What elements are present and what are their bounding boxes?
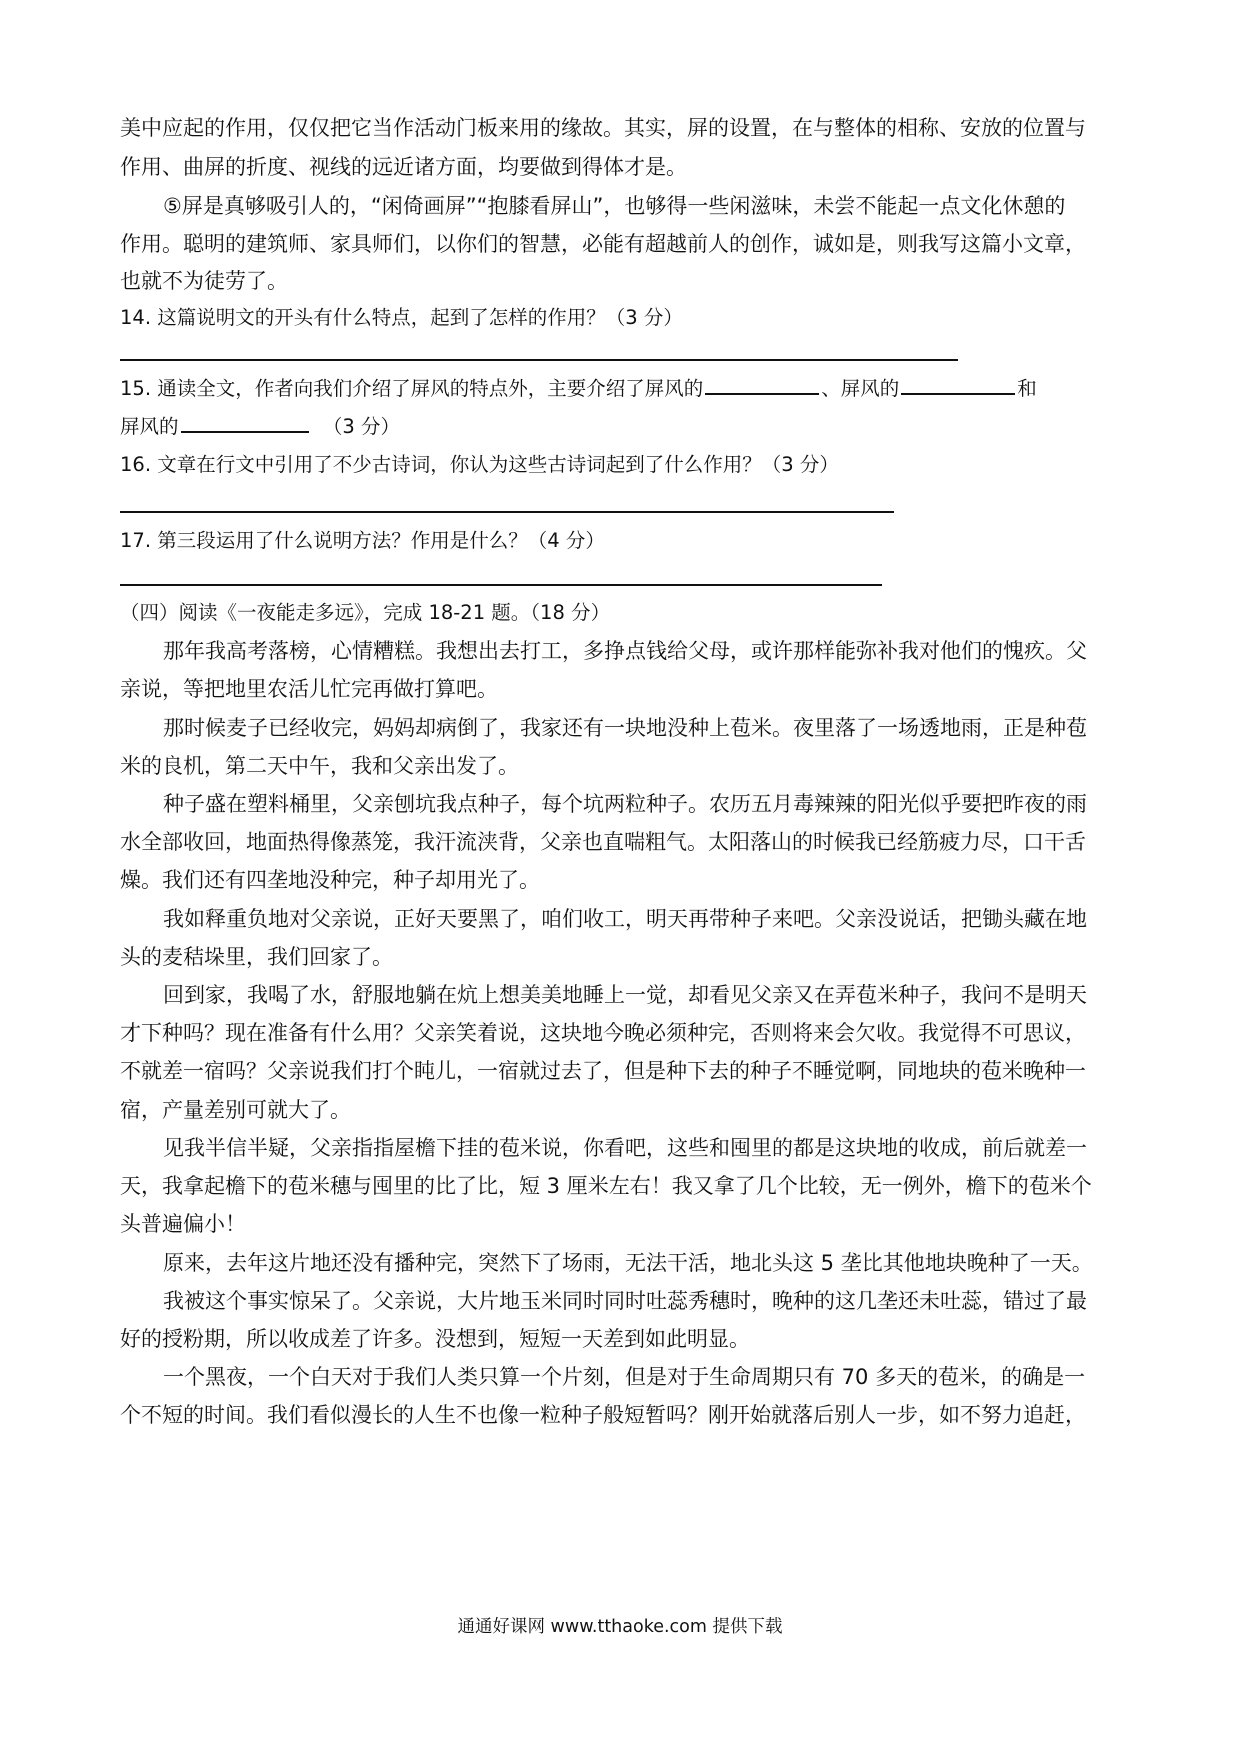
question-15-text: 15. 通读全文，作者向我们介绍了屏风的特点外，主要介绍了屏风的 [120, 377, 704, 400]
reading-line: 天，我拿起檐下的苞米穗与囤里的比了比，短 3 厘米左右！我又拿了几个比较，无一例外，檐下的苞米个 [120, 1174, 1092, 1198]
question-15-text: 屏风的 [120, 415, 179, 438]
passage-line: 作用。聪明的建筑师、家具师们，以你们的智慧，必能有超越前人的创作，诚如是，则我写这篇小文章， [120, 232, 1086, 256]
answer-line-16[interactable] [120, 511, 894, 513]
reading-line: 我被这个事实惊呆了。父亲说，大片地玉米同时同时吐蕊秀穗时，晚种的这几垄还未吐蕊，错过了最 [163, 1289, 1087, 1313]
question-15-text: 、屏风的 [821, 377, 900, 400]
reading-line: 回到家，我喝了水，舒服地躺在炕上想美美地睡上一觉，却看见父亲又在弄苞米种子，我问不是明天 [163, 983, 1087, 1007]
question-15-line-2 [120, 412, 400, 442]
question-14: 14. 这篇说明文的开头有什么特点，起到了怎样的作用？（3 分） [120, 306, 683, 329]
reading-line: 那年我高考落榜，心情糟糕。我想出去打工，多挣点钱给父母，或许那样能弥补我对他们的愧疚。父 [163, 639, 1087, 663]
answer-line-17[interactable] [120, 584, 882, 586]
passage-line: 美中应起的作用，仅仅把它当作活动门板来用的缘故。其实，屏的设置，在与整体的相称、安放的位置与 [120, 116, 1086, 140]
reading-line: 亲说，等把地里农活儿忙完再做打算吧。 [120, 677, 498, 701]
question-17: 17. 第三段运用了什么说明方法？作用是什么？（4 分） [120, 529, 605, 552]
reading-line: 才下种吗？现在准备有什么用？父亲笑着说，这块地今晚必须种完，否则将来会欠收。我觉得不可思议， [120, 1021, 1086, 1045]
reading-line: 原来，去年这片地还没有播种完，突然下了场雨，无法干活，地北头这 5 垄比其他地块晚种了一天。 [163, 1251, 1093, 1275]
question-16: 16. 文章在行文中引用了不少古诗词，你认为这些古诗词起到了什么作用？（3 分） [120, 453, 839, 476]
section-4-heading: （四）阅读《一夜能走多远》，完成 18-21 题。（18 分） [120, 601, 611, 624]
page-footer: 通通好课网 www.tthaoke.com 提供下载 [457, 1617, 783, 1637]
reading-line: 米的良机，第二天中午，我和父亲出发了。 [120, 754, 519, 778]
reading-line: 一个黑夜，一个白天对于我们人类只算一个片刻，但是对于生命周期只有 70 多天的苞米，的确是一 [163, 1365, 1086, 1389]
reading-line: 水全部收回，地面热得像蒸笼，我汗流浃背，父亲也直喘粗气。太阳落山的时候我已经筋疲力尽，口干舌 [120, 830, 1086, 854]
question-15-score: （3 分） [322, 415, 401, 438]
reading-line: 头普遍偏小！ [120, 1212, 246, 1236]
answer-blank-15-1[interactable] [705, 392, 819, 395]
reading-line: 好的授粉期，所以收成差了许多。没想到，短短一天差到如此明显。 [120, 1327, 750, 1351]
answer-blank-15-2[interactable] [901, 392, 1015, 395]
reading-line: 燥。我们还有四垄地没种完，种子却用光了。 [120, 868, 540, 892]
reading-line: 头的麦秸垛里，我们回家了。 [120, 945, 393, 969]
reading-line: 见我半信半疑，父亲指指屋檐下挂的苞米说，你看吧，这些和囤里的都是这块地的收成，前后就差一 [163, 1136, 1087, 1160]
reading-line: 我如释重负地对父亲说，正好天要黑了，咱们收工，明天再带种子来吧。父亲没说话，把锄头藏在地 [163, 907, 1087, 931]
passage-line: 也就不为徒劳了。 [120, 269, 288, 293]
answer-blank-15-3[interactable] [181, 430, 309, 433]
question-15-text: 和 [1017, 377, 1037, 400]
reading-line: 不就差一宿吗？父亲说我们打个盹儿，一宿就过去了，但是种下去的种子不睡觉啊，同地块的苞米晚种一 [120, 1059, 1086, 1083]
reading-line: 个不短的时间。我们看似漫长的人生不也像一粒种子般短暂吗？刚开始就落后别人一步，如不努力追赶， [120, 1403, 1086, 1427]
question-15-line-1 [120, 374, 1037, 404]
reading-line: 种子盛在塑料桶里，父亲刨坑我点种子，每个坑两粒种子。农历五月毒辣辣的阳光似乎要把昨夜的雨 [163, 792, 1087, 816]
passage-paragraph-5: ⑤屏是真够吸引人的，“闲倚画屏”“抱膝看屏山”，也够得一些闲滋味，未尝不能起一点文化休憩的 [163, 194, 1066, 218]
answer-line-14[interactable] [120, 359, 958, 361]
reading-line: 那时候麦子已经收完，妈妈却病倒了，我家还有一块地没种上苞米。夜里落了一场透地雨，正是种苞 [163, 716, 1087, 740]
passage-line: 作用、曲屏的折度、视线的远近诸方面，均要做到得体才是。 [120, 155, 687, 179]
reading-line: 宿，产量差别可就大了。 [120, 1098, 351, 1122]
